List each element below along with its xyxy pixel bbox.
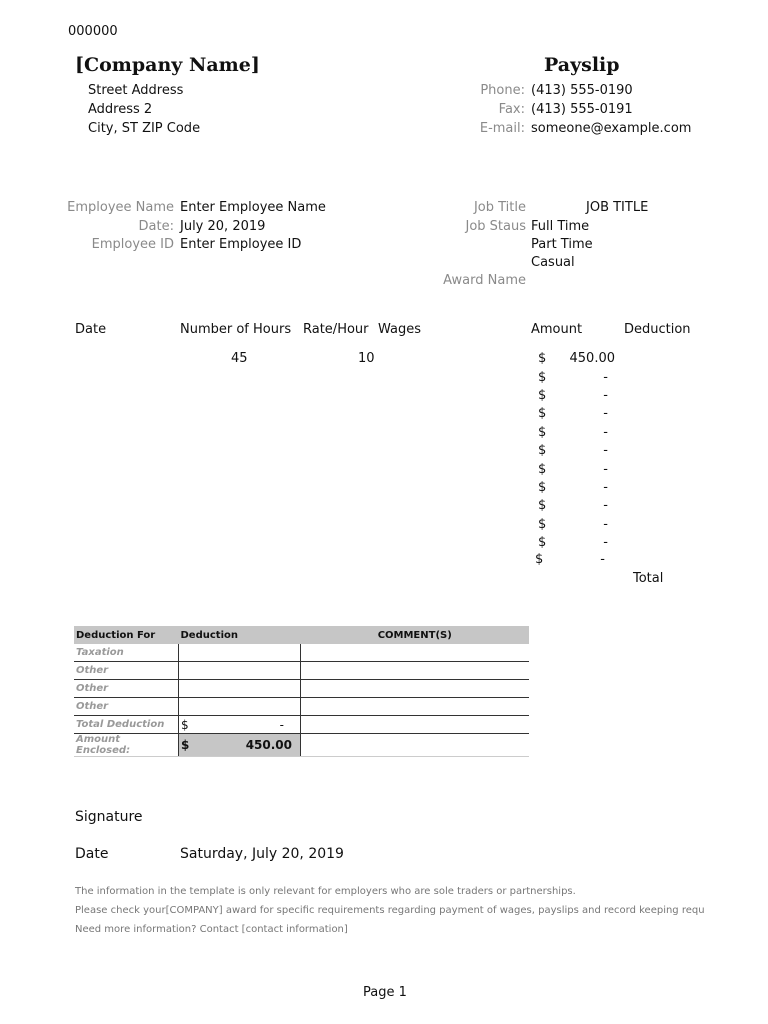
deduction-type: Other <box>74 680 179 698</box>
date-footer-value[interactable]: Saturday, July 20, 2019 <box>180 846 344 862</box>
deduction-amount-cell[interactable] <box>179 680 301 698</box>
company-name: [Company Name] <box>75 54 260 76</box>
amount-value: - <box>603 517 608 532</box>
amount-currency: $ <box>538 388 547 403</box>
job-title-label: Job Title <box>473 200 526 215</box>
total-deduction-value: - <box>279 717 284 732</box>
date-label: Date: <box>138 219 174 234</box>
rate-value[interactable]: 10 <box>358 351 375 366</box>
deduction-amount-cell[interactable] <box>179 644 301 662</box>
table-row <box>74 644 529 662</box>
amount-value: - <box>603 480 608 495</box>
note-line: Need more information? Contact [contact information] <box>75 924 348 935</box>
amount-enclosed-cell <box>179 734 301 757</box>
employee-name-field[interactable]: Enter Employee Name <box>180 200 326 215</box>
header-date: Date <box>75 322 107 337</box>
amount-value: - <box>603 443 608 458</box>
amount-value: - <box>603 370 608 385</box>
amount-value: - <box>603 388 608 403</box>
phone-label: Phone: <box>480 83 525 98</box>
header-rate: Rate/Hour <box>303 322 369 337</box>
city-state-zip: City, ST ZIP Code <box>88 121 201 136</box>
table-row <box>74 734 529 757</box>
header-deduction: Deduction <box>624 322 691 337</box>
deduction-type: Taxation <box>74 644 179 662</box>
amount-value: - <box>600 552 605 567</box>
amount-currency: $ <box>538 480 547 495</box>
address-2: Address 2 <box>88 102 153 117</box>
deduction-amount-cell[interactable] <box>179 662 301 680</box>
document-number: 000000 <box>68 24 118 39</box>
page-number: Page 1 <box>363 985 407 1000</box>
comment-cell[interactable] <box>301 662 530 680</box>
amount-currency: $ <box>538 370 547 385</box>
total-deduction-currency: $ <box>181 717 189 732</box>
email-value: someone@example.com <box>531 121 692 136</box>
amount-currency: $ <box>535 552 544 567</box>
comment-cell[interactable] <box>301 734 530 757</box>
comment-cell[interactable] <box>301 680 530 698</box>
fax-value: (413) 555-0191 <box>531 102 633 117</box>
award-name-label: Award Name <box>443 273 526 288</box>
hours-value[interactable]: 45 <box>231 351 248 366</box>
employee-name-label: Employee Name <box>67 200 174 215</box>
signature-label: Signature <box>75 809 143 825</box>
job-status-label: Job Staus <box>465 219 526 234</box>
deduction-type: Other <box>74 698 179 716</box>
amount-enclosed-currency: $ <box>181 738 190 752</box>
col-deduction: Deduction <box>179 626 301 644</box>
note-line: The information in the template is only relevant for employers who are sole traders or partnerships. <box>75 886 576 897</box>
table-row <box>74 698 529 716</box>
total-label: Total <box>633 571 664 586</box>
deduction-type: Other <box>74 662 179 680</box>
employee-id-field[interactable]: Enter Employee ID <box>180 237 302 252</box>
amount-currency: $ <box>538 535 547 550</box>
amount-enclosed-label: Amount Enclosed: <box>74 734 179 757</box>
amount-currency: $ <box>538 351 547 366</box>
total-deduction-label: Total Deduction <box>74 716 179 734</box>
amount-value: 450.00 <box>569 351 615 366</box>
date-field[interactable]: July 20, 2019 <box>180 219 266 234</box>
amount-currency: $ <box>538 498 547 513</box>
amount-value: - <box>603 406 608 421</box>
amount-currency: $ <box>538 425 547 440</box>
amount-enclosed-value: 450.00 <box>245 738 292 752</box>
date-footer-label: Date <box>75 846 109 862</box>
col-deduction-for: Deduction For <box>74 626 179 644</box>
header-wages: Wages <box>378 322 422 337</box>
job-status-option[interactable]: Full Time <box>531 219 590 234</box>
note-line: Please check your[COMPANY] award for specific requirements regarding payment of wages, payslips and record keeping requ <box>75 905 705 916</box>
table-row <box>74 680 529 698</box>
comment-cell[interactable] <box>301 644 530 662</box>
header-hours: Number of Hours <box>180 322 292 337</box>
job-status-option[interactable]: Casual <box>531 255 575 270</box>
street-address: Street Address <box>88 83 184 98</box>
col-comments: COMMENT(S) <box>301 626 530 644</box>
comment-cell[interactable] <box>301 716 530 734</box>
employee-id-label: Employee ID <box>91 237 174 252</box>
amount-value: - <box>603 498 608 513</box>
amount-value: - <box>603 535 608 550</box>
comment-cell[interactable] <box>301 698 530 716</box>
amount-currency: $ <box>538 443 547 458</box>
email-label: E-mail: <box>479 121 525 136</box>
amount-currency: $ <box>538 517 547 532</box>
page-title: Payslip <box>544 54 620 76</box>
amount-value: - <box>603 462 608 477</box>
deduction-amount-cell[interactable] <box>179 698 301 716</box>
header-amount: Amount <box>531 322 583 337</box>
job-title-field[interactable]: JOB TITLE <box>586 200 649 215</box>
total-deduction-cell <box>179 716 301 734</box>
table-row <box>74 716 529 734</box>
fax-label: Fax: <box>498 102 525 117</box>
table-row <box>74 662 529 680</box>
amount-value: - <box>603 425 608 440</box>
amount-currency: $ <box>538 406 547 421</box>
job-status-option[interactable]: Part Time <box>531 237 593 252</box>
deductions-table <box>74 626 529 757</box>
amount-currency: $ <box>538 462 547 477</box>
phone-value: (413) 555-0190 <box>531 83 633 98</box>
